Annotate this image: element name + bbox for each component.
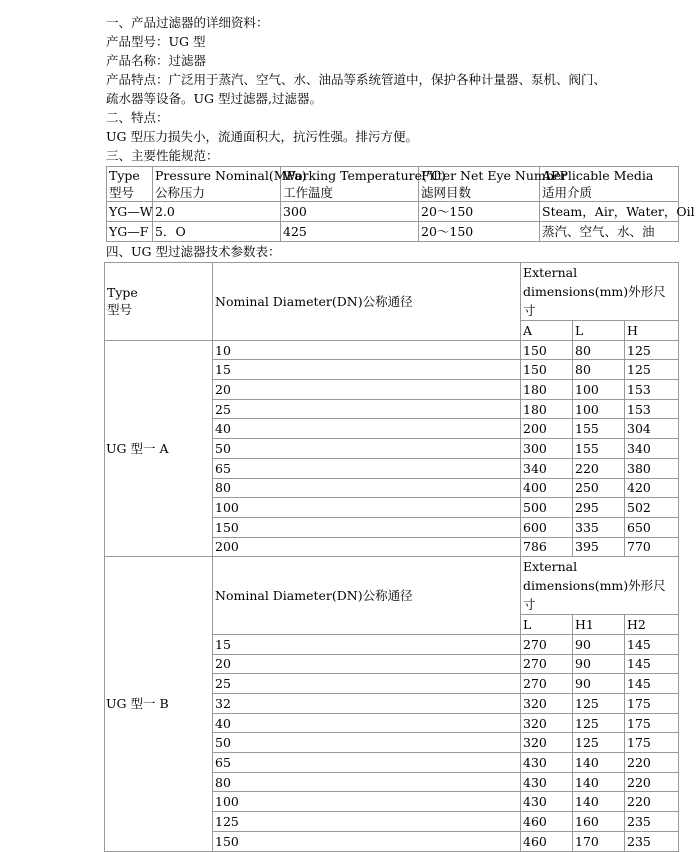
section-2-text: UG 型压力损失小，流通面积大，抗污性强。排污方便。	[106, 129, 418, 144]
spec-header-cell: Pressure Nominal(MPa) 公称压力	[153, 167, 281, 202]
dimension-cell: 90	[573, 674, 625, 694]
spec-cell: YG—W	[107, 202, 153, 222]
dimension-cell: 180	[521, 399, 573, 419]
dimension-cell: 270	[521, 674, 573, 694]
nominal-diameter-cell: 100	[213, 498, 521, 518]
dimension-cell: 770	[625, 537, 679, 557]
dimension-cell: 340	[521, 458, 573, 478]
dimension-cell: 340	[625, 439, 679, 459]
dimension-cell: 600	[521, 517, 573, 537]
dimension-cell: 395	[573, 537, 625, 557]
dimension-cell: 140	[573, 753, 625, 773]
dimension-cell: 150	[521, 360, 573, 380]
external-dimensions-header: External dimensions(mm)外形尺寸	[521, 263, 679, 321]
dimension-cell: 125	[625, 360, 679, 380]
nominal-diameter-header: Nominal Diameter(DN)公称通径	[213, 557, 521, 635]
dimension-column-header: H	[625, 321, 679, 341]
dimension-cell: 270	[521, 634, 573, 654]
dimension-cell: 220	[625, 753, 679, 773]
nominal-diameter-cell: 50	[213, 733, 521, 753]
nominal-diameter-cell: 32	[213, 694, 521, 714]
nominal-diameter-cell: 200	[213, 537, 521, 557]
dimension-cell: 430	[521, 772, 573, 792]
spec-header-row	[107, 167, 679, 202]
nominal-diameter-cell: 15	[213, 634, 521, 654]
dimension-cell: 145	[625, 674, 679, 694]
dimension-cell: 140	[573, 792, 625, 812]
spec-cell: 20～150	[419, 202, 540, 222]
dimension-cell: 304	[625, 419, 679, 439]
product-model-line: 产品型号：UG 型	[106, 34, 206, 49]
dimension-cell: 430	[521, 753, 573, 773]
product-name-line: 产品名称：过滤器	[106, 53, 207, 68]
nominal-diameter-cell: 150	[213, 517, 521, 537]
dimension-column-header: H1	[573, 615, 625, 635]
nominal-diameter-cell: 40	[213, 713, 521, 733]
dimension-cell: 650	[625, 517, 679, 537]
dimension-cell: 145	[625, 634, 679, 654]
section-2-heading: 二、特点：	[106, 110, 169, 125]
dimension-cell: 125	[625, 340, 679, 360]
nominal-diameter-cell: 125	[213, 812, 521, 832]
dimension-cell: 320	[521, 694, 573, 714]
dimension-cell: 300	[521, 439, 573, 459]
nominal-diameter-cell: 25	[213, 399, 521, 419]
spec-header-cell: Type 型号	[107, 167, 153, 202]
spec-cell: 300	[281, 202, 419, 222]
nominal-diameter-cell: 50	[213, 439, 521, 459]
dimension-cell: 786	[521, 537, 573, 557]
dimension-cell: 140	[573, 772, 625, 792]
dimension-cell: 320	[521, 733, 573, 753]
dimension-cell: 430	[521, 792, 573, 812]
dimension-column-header: H2	[625, 615, 679, 635]
intro-heading: 一、产品过滤器的详细资料：	[106, 15, 269, 30]
dimension-cell: 90	[573, 654, 625, 674]
dimension-cell: 175	[625, 694, 679, 714]
nominal-diameter-cell: 10	[213, 340, 521, 360]
group-name-cell: UG 型一 A	[105, 340, 213, 557]
dimension-cell: 80	[573, 360, 625, 380]
product-features-line-1: 产品特点：广泛用于蒸汽、空气、水、油品等系统管道中，保护各种计量器、泵机、阀门、	[106, 72, 607, 87]
spec-cell: 5．O	[153, 222, 281, 242]
spec-header-cell: Working Temperature(℃) 工作温度	[281, 167, 419, 202]
dimension-cell: 145	[625, 654, 679, 674]
spec-cell: Steam，Air，Water，Oil	[540, 202, 679, 222]
dimension-cell: 153	[625, 380, 679, 400]
spec-cell: 425	[281, 222, 419, 242]
nominal-diameter-cell: 40	[213, 419, 521, 439]
performance-spec-table	[106, 166, 695, 242]
dimension-cell: 420	[625, 478, 679, 498]
document	[106, 13, 695, 852]
spec-header-cell: APPlicable Media 适用介质	[540, 167, 679, 202]
dimension-cell: 170	[573, 831, 625, 851]
dimension-cell: 155	[573, 419, 625, 439]
nominal-diameter-cell: 65	[213, 753, 521, 773]
section-3-heading: 三、主要性能规范：	[106, 148, 219, 163]
spec-header-cell: Filter Net Eye Number 滤网目数	[419, 167, 540, 202]
dimension-cell: 460	[521, 831, 573, 851]
dimension-cell: 295	[573, 498, 625, 518]
dimension-cell: 200	[521, 419, 573, 439]
dimension-cell: 153	[625, 399, 679, 419]
param-header-row	[105, 557, 679, 615]
product-features-line-2: 疏水器等设备。UG 型过滤器,过滤器。	[106, 91, 322, 106]
spec-row	[107, 202, 679, 222]
dimension-cell: 220	[625, 772, 679, 792]
dimension-cell: 500	[521, 498, 573, 518]
external-dimensions-header: External dimensions(mm)外形尺寸	[521, 557, 679, 615]
dimension-cell: 220	[573, 458, 625, 478]
dimension-cell: 400	[521, 478, 573, 498]
dimension-cell: 155	[573, 439, 625, 459]
dimension-column-header: A	[521, 321, 573, 341]
spec-cell: 2.0	[153, 202, 281, 222]
nominal-diameter-cell: 20	[213, 380, 521, 400]
dimension-cell: 80	[573, 340, 625, 360]
nominal-diameter-cell: 15	[213, 360, 521, 380]
nominal-diameter-header: Nominal Diameter(DN)公称通径	[213, 263, 521, 341]
dimension-cell: 150	[521, 340, 573, 360]
type-header-cell: Type 型号	[105, 263, 213, 341]
section-4-heading: 四、UG 型过滤器技术参数表：	[106, 244, 281, 259]
technical-parameter-table	[104, 262, 679, 852]
dimension-cell: 235	[625, 812, 679, 832]
group-name-cell: UG 型一 B	[105, 557, 213, 851]
dimension-cell: 220	[625, 792, 679, 812]
table-row	[105, 340, 679, 360]
param-header-row	[105, 263, 679, 321]
dimension-cell: 100	[573, 380, 625, 400]
nominal-diameter-cell: 65	[213, 458, 521, 478]
dimension-cell: 380	[625, 458, 679, 478]
nominal-diameter-cell: 150	[213, 831, 521, 851]
dimension-cell: 175	[625, 713, 679, 733]
nominal-diameter-cell: 80	[213, 478, 521, 498]
dimension-cell: 175	[625, 733, 679, 753]
spec-cell: YG—F	[107, 222, 153, 242]
nominal-diameter-cell: 25	[213, 674, 521, 694]
dimension-column-header: L	[521, 615, 573, 635]
dimension-cell: 335	[573, 517, 625, 537]
dimension-cell: 90	[573, 634, 625, 654]
spec-cell: 20～150	[419, 222, 540, 242]
spec-cell: 蒸汽、空气、水、油	[540, 222, 679, 242]
dimension-cell: 250	[573, 478, 625, 498]
dimension-cell: 125	[573, 694, 625, 714]
dimension-cell: 100	[573, 399, 625, 419]
nominal-diameter-cell: 100	[213, 792, 521, 812]
nominal-diameter-cell: 80	[213, 772, 521, 792]
spec-row	[107, 222, 679, 242]
dimension-column-header: L	[573, 321, 625, 341]
dimension-cell: 460	[521, 812, 573, 832]
dimension-cell: 270	[521, 654, 573, 674]
dimension-cell: 320	[521, 713, 573, 733]
dimension-cell: 125	[573, 733, 625, 753]
dimension-cell: 125	[573, 713, 625, 733]
nominal-diameter-cell: 20	[213, 654, 521, 674]
dimension-cell: 160	[573, 812, 625, 832]
dimension-cell: 180	[521, 380, 573, 400]
dimension-cell: 235	[625, 831, 679, 851]
dimension-cell: 502	[625, 498, 679, 518]
